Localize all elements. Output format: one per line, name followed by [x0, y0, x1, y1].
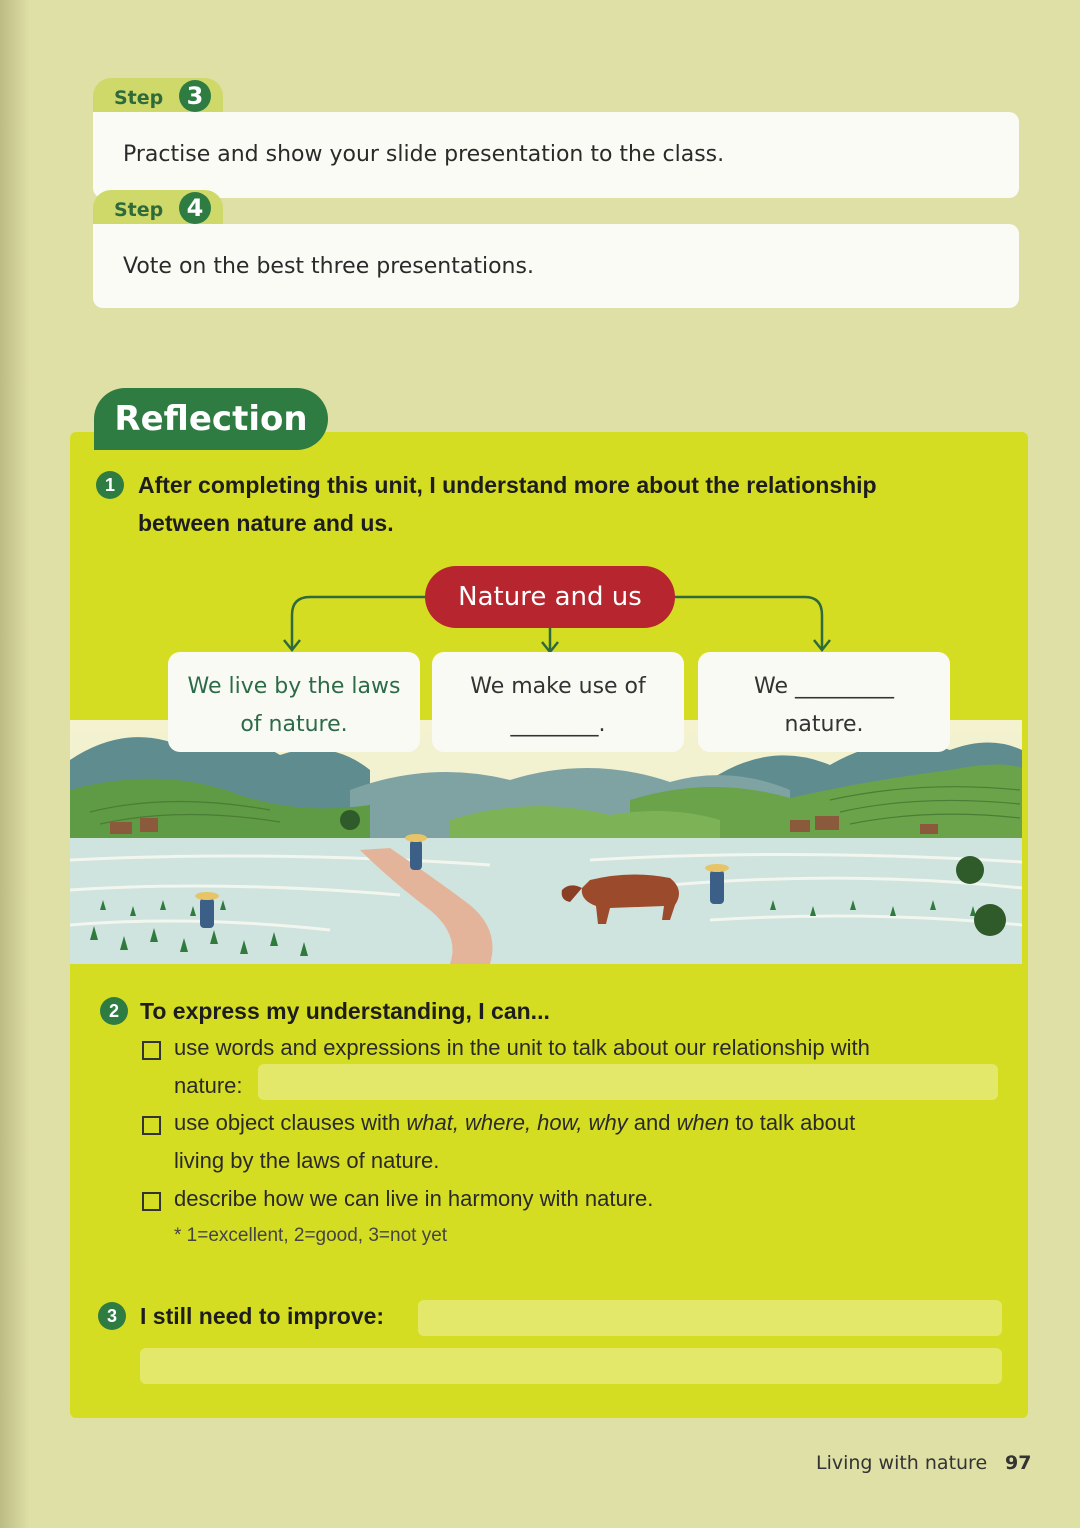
can-do-item-1-line2: nature:	[174, 1073, 243, 1098]
checkbox[interactable]	[142, 1116, 161, 1135]
step-number-badge: 4	[179, 192, 211, 224]
improve-answer-field-2[interactable]	[140, 1348, 1002, 1384]
diagram-box-live-by-laws	[168, 652, 420, 752]
checkbox[interactable]	[142, 1192, 161, 1211]
page-number: 97	[1005, 1452, 1032, 1474]
italic-text: when	[676, 1110, 730, 1135]
step-number-badge: 3	[179, 80, 211, 112]
question-1-line2: between nature and us.	[138, 510, 394, 536]
question-3-heading: I still need to improve:	[140, 1303, 385, 1329]
question-1-line1: After completing this unit, I understand more about the relationship	[138, 472, 877, 498]
question-2-heading: To express my understanding, I can...	[140, 998, 550, 1024]
text-run: and	[627, 1110, 677, 1135]
footer-unit-title: Living with nature	[816, 1452, 988, 1474]
diagram-box-make-use-of	[432, 652, 684, 752]
step-4-text: Vote on the best three presentations.	[123, 254, 534, 279]
question-1-badge: 1	[96, 471, 124, 499]
answer-field-words[interactable]	[258, 1064, 998, 1100]
checkbox[interactable]	[142, 1041, 161, 1060]
step-3-text: Practise and show your slide presentation to the class.	[123, 142, 725, 167]
diagram-blank[interactable]: We _________	[754, 674, 894, 699]
text-run: to talk about	[729, 1110, 856, 1135]
step-label: Step	[114, 199, 164, 221]
nature-and-us-label: Nature and us	[425, 566, 675, 628]
diagram-box-we-blank-nature	[698, 652, 950, 752]
rating-note: * 1=excellent, 2=good, 3=not yet	[174, 1225, 448, 1246]
question-3-badge: 3	[98, 1302, 126, 1330]
can-do-item-2-line2: living by the laws of nature.	[174, 1148, 440, 1173]
text-run: use object clauses with	[174, 1110, 407, 1135]
can-do-item-3-line1: describe how we can live in harmony with nature.	[174, 1186, 654, 1211]
diagram-box-text: nature.	[784, 712, 864, 737]
question-2-badge: 2	[100, 997, 128, 1025]
diagram-box-text: We make use of	[470, 674, 646, 699]
rice-terrace-illustration	[70, 720, 1022, 964]
diagram-box-text: We live by the laws	[187, 674, 401, 699]
reflection-title: Reflection	[94, 388, 328, 450]
diagram-blank[interactable]: ________.	[510, 712, 606, 737]
italic-text: what, where, how, why	[406, 1110, 628, 1135]
step-label: Step	[114, 87, 164, 109]
can-do-item-1-line1: use words and expressions in the unit to talk about our relationship with	[174, 1035, 870, 1060]
diagram-box-text: of nature.	[240, 712, 348, 737]
improve-answer-field-1[interactable]	[418, 1300, 1002, 1336]
can-do-item-2-line1	[174, 1110, 855, 1136]
